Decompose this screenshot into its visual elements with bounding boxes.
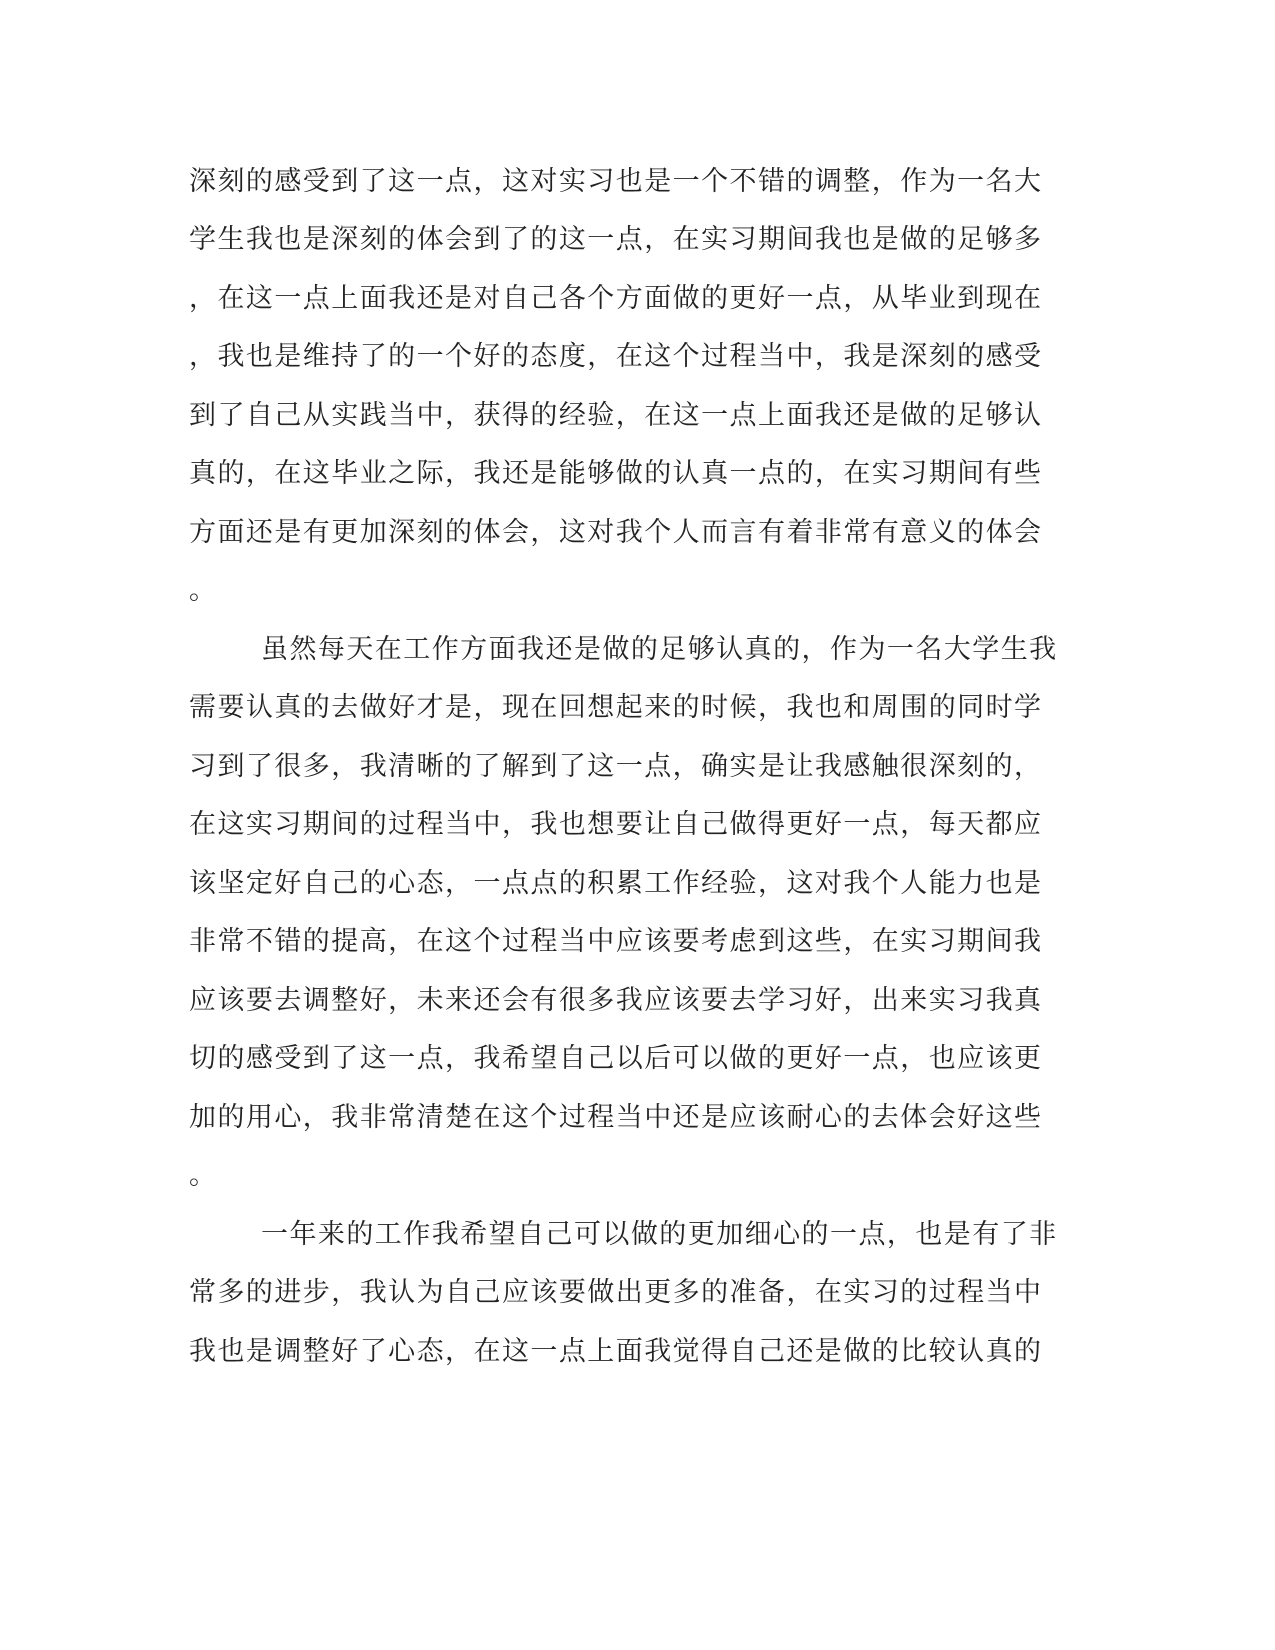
text-line: 在这实习期间的过程当中，我也想要让自己做得更好一点，每天都应 [189, 809, 1043, 840]
text-line: 应该要去调整好，未来还会有很多我应该要去学习好，出来实习我真 [189, 985, 1043, 1016]
text-line: 真的，在这毕业之际，我还是能够做的认真一点的，在实习期间有些 [189, 458, 1043, 489]
paragraph-first-line: 虽然每天在工作方面我还是做的足够认真的，作为一名大学生我 [261, 634, 1058, 665]
text-line: 非常不错的提高，在这个过程当中应该要考虑到这些，在实习期间我 [189, 926, 1043, 957]
text-line: 。 [189, 575, 218, 606]
text-line: ，在这一点上面我还是对自己各个方面做的更好一点，从毕业到现在 [189, 283, 1043, 314]
text-line: 方面还是有更加深刻的体会，这对我个人而言有着非常有意义的体会 [189, 517, 1043, 548]
text-line: 到了自己从实践当中，获得的经验，在这一点上面我还是做的足够认 [189, 400, 1043, 431]
text-line: 该坚定好自己的心态，一点点的积累工作经验，这对我个人能力也是 [189, 868, 1043, 899]
text-line: 加的用心，我非常清楚在这个过程当中还是应该耐心的去体会好这些 [189, 1102, 1043, 1133]
text-line: 习到了很多，我清晰的了解到了这一点，确实是让我感触很深刻的， [189, 751, 1043, 782]
text-line: 学生我也是深刻的体会到了的这一点，在实习期间我也是做的足够多 [189, 224, 1043, 255]
text-line: 深刻的感受到了这一点，这对实习也是一个不错的调整，作为一名大 [189, 166, 1043, 197]
text-line: 。 [189, 1160, 218, 1191]
text-line: 需要认真的去做好才是，现在回想起来的时候，我也和周围的同时学 [189, 692, 1043, 723]
text-line: 切的感受到了这一点，我希望自己以后可以做的更好一点，也应该更 [189, 1043, 1043, 1074]
paragraph-first-line: 一年来的工作我希望自己可以做的更加细心的一点，也是有了非 [261, 1219, 1058, 1250]
text-line: ，我也是维持了的一个好的态度，在这个过程当中，我是深刻的感受 [189, 341, 1043, 372]
text-line: 常多的进步，我认为自己应该要做出更多的准备，在实习的过程当中 [189, 1277, 1043, 1308]
text-line: 我也是调整好了心态，在这一点上面我觉得自己还是做的比较认真的 [189, 1336, 1043, 1367]
